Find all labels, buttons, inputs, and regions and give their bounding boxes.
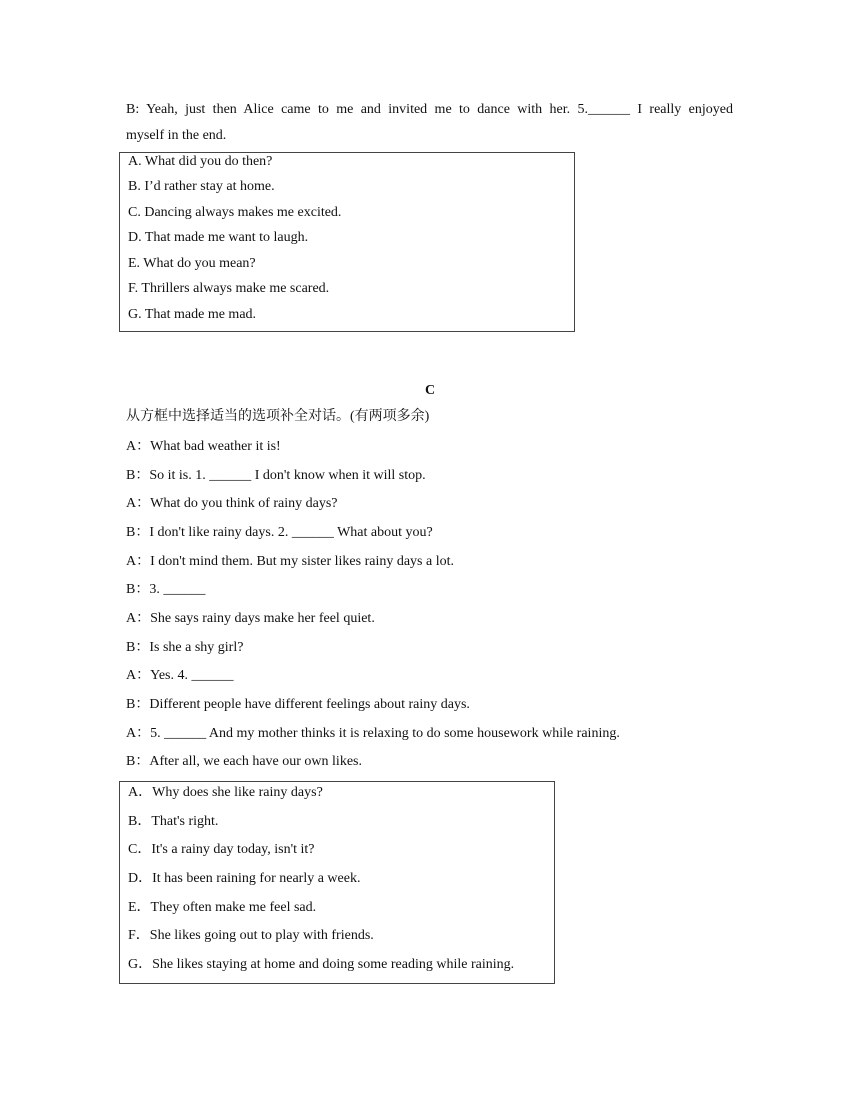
dialogue-line: A：What bad weather it is!: [126, 439, 281, 454]
option-b-d: D. That made me want to laugh.: [128, 230, 309, 245]
dialogue-line: B：Different people have different feelings about rainy days.: [126, 697, 470, 712]
dialogue-line: B：So it is. 1. ______ I don't know when it will stop.: [126, 468, 426, 483]
option-b-a: A. What did you do then?: [128, 154, 273, 169]
option-b-f: F. Thrillers always make me scared.: [128, 281, 330, 296]
dialogue-line: B：After all, we each have our own likes.: [126, 754, 362, 769]
section-c-title: C: [424, 383, 436, 398]
section-b-line-2: myself in the end.: [126, 128, 227, 143]
dialogue-line: A：I don't mind them. But my sister likes rainy days a lot.: [126, 554, 454, 569]
section-c-instruction: 从方框中选择适当的选项补全对话。(有两项多余): [126, 409, 430, 424]
option-c-b: B．That's right.: [128, 814, 219, 829]
dialogue-line: B：I don't like rainy days. 2. ______ What about you?: [126, 525, 433, 540]
option-b-g: G. That made me mad.: [128, 307, 257, 322]
option-c-e: E．They often make me feel sad.: [128, 900, 317, 915]
option-b-b: B. I’d rather stay at home.: [128, 179, 275, 194]
option-c-a: A．Why does she like rainy days?: [128, 785, 323, 800]
options-box-c: [119, 781, 555, 984]
dialogue-line: A：What do you think of rainy days?: [126, 496, 338, 511]
dialogue-line: B：Is she a shy girl?: [126, 640, 244, 655]
option-b-c: C. Dancing always makes me excited.: [128, 205, 342, 220]
option-c-f: F．She likes going out to play with friends.: [128, 928, 374, 943]
option-c-g: G．She likes staying at home and doing some reading while raining.: [128, 957, 515, 972]
option-c-c: C．It's a rainy day today, isn't it?: [128, 842, 315, 857]
section-b-line-1: B: Yeah, just then Alice came to me and invited me to dance with her. 5.______ I really enjoyed: [126, 102, 733, 117]
options-box-b: [119, 152, 575, 332]
dialogue-line: B：3. ______: [126, 582, 206, 597]
dialogue-line: A：5. ______ And my mother thinks it is relaxing to do some housework while raining.: [126, 726, 620, 741]
dialogue-line: A：Yes. 4. ______: [126, 668, 234, 683]
option-b-e: E. What do you mean?: [128, 256, 256, 271]
dialogue-line: A：She says rainy days make her feel quiet.: [126, 611, 375, 626]
option-c-d: D．It has been raining for nearly a week.: [128, 871, 361, 886]
